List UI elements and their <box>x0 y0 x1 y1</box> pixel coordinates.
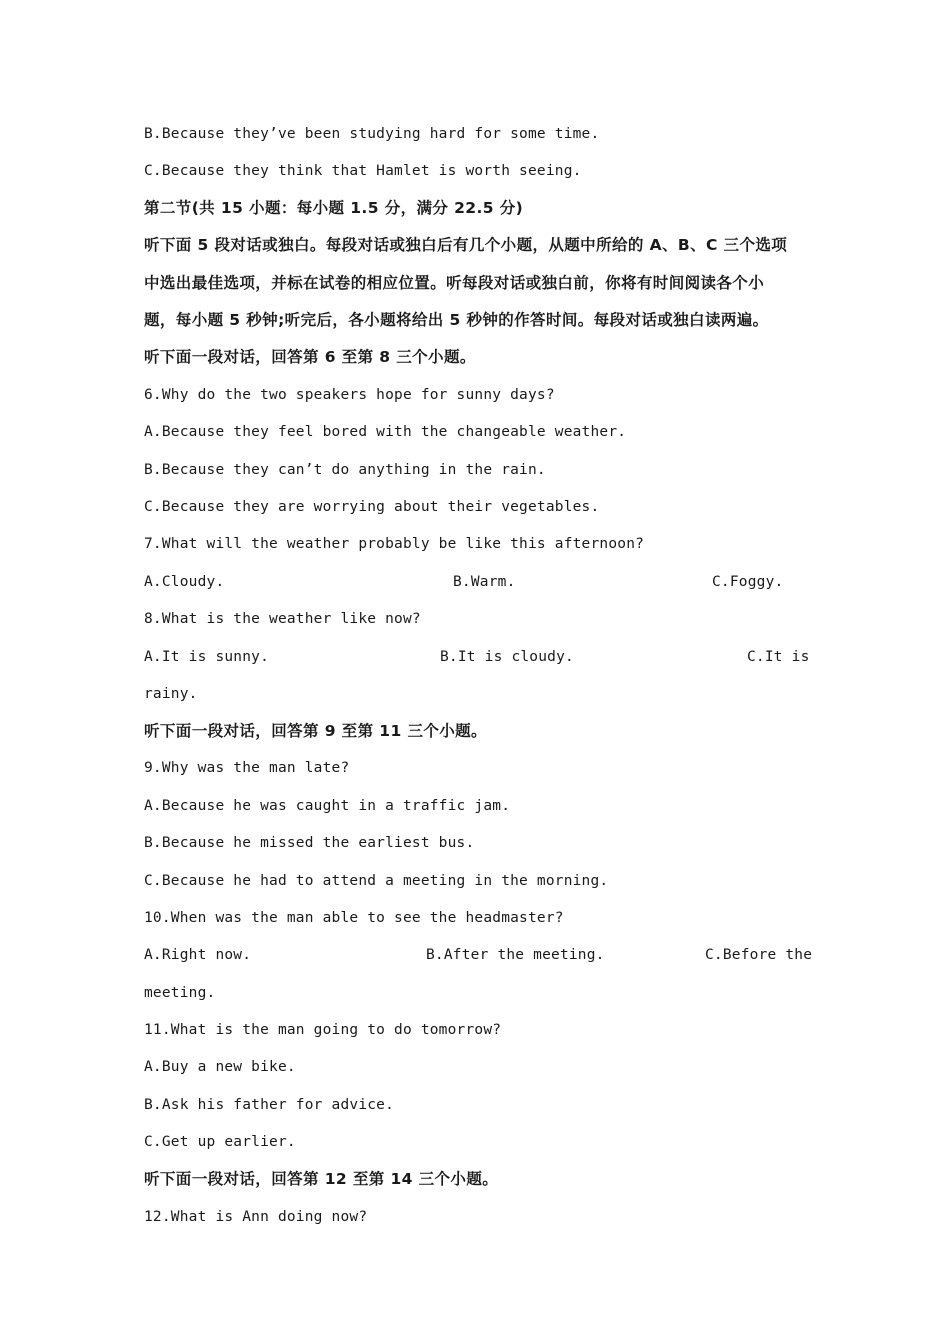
q9-option-c: C.Because he had to attend a meeting in the morning. <box>144 873 609 889</box>
q9-option-b: B.Because he missed the earliest bus. <box>144 835 475 851</box>
question-11: 11.What is the man going to do tomorrow? <box>144 1022 502 1038</box>
q8-option-a: A.It is sunny. <box>144 649 270 665</box>
q5-option-c: C.Because they think that Hamlet is worth seeing. <box>144 163 582 179</box>
q6-option-c: C.Because they are worrying about their vegetables. <box>144 499 600 515</box>
instructions-line-2: 中选出最佳选项，并标在试卷的相应位置。听每段对话或独白前，你将有时间阅读各个小 <box>144 274 765 292</box>
q10-option-c: C.Before the <box>705 947 813 963</box>
q7-options <box>144 570 808 594</box>
q6-option-b: B.Because they can’t do anything in the rain. <box>144 462 546 478</box>
instructions-line-3: 题，每小题 5 秒钟;听完后，各小题将给出 5 秒钟的作答时间。每段对话或独白读两遍。 <box>144 311 769 329</box>
q9-option-a: A.Because he was caught in a traffic jam. <box>144 798 511 814</box>
q6-option-a: A.Because they feel bored with the changeable weather. <box>144 424 627 440</box>
question-12: 12.What is Ann doing now? <box>144 1209 368 1225</box>
question-8: 8.What is the weather like now? <box>144 611 421 627</box>
q8-option-b: B.It is cloudy. <box>440 649 574 665</box>
question-9: 9.Why was the man late? <box>144 760 350 776</box>
q8-options <box>144 645 808 669</box>
question-10: 10.When was the man able to see the headmaster? <box>144 910 564 926</box>
q10-option-a: A.Right now. <box>144 947 252 963</box>
q10-options <box>144 943 813 967</box>
q7-option-c: C.Foggy. <box>712 574 784 590</box>
q7-option-a: A.Cloudy. <box>144 574 225 590</box>
dialog-heading-1: 听下面一段对话，回答第 6 至第 8 三个小题。 <box>144 348 476 366</box>
dialog-heading-2: 听下面一段对话，回答第 9 至第 11 三个小题。 <box>144 722 487 740</box>
section-title: 第二节(共 15 小题：每小题 1.5 分，满分 22.5 分) <box>144 199 524 217</box>
question-7: 7.What will the weather probably be like this afternoon? <box>144 536 645 552</box>
q11-option-b: B.Ask his father for advice. <box>144 1097 395 1113</box>
instructions-line-1: 听下面 5 段对话或独白。每段对话或独白后有几个小题，从题中所给的 A、B、C 三个选项 <box>144 236 788 254</box>
q7-option-b: B.Warm. <box>453 574 516 590</box>
dialog-heading-3: 听下面一段对话，回答第 12 至第 14 三个小题。 <box>144 1170 499 1188</box>
q5-option-b: B.Because they’ve been studying hard for some time. <box>144 126 600 142</box>
q11-option-a: A.Buy a new bike. <box>144 1059 296 1075</box>
q8-option-c-continued: rainy. <box>144 686 198 702</box>
question-6: 6.Why do the two speakers hope for sunny days? <box>144 387 555 403</box>
q10-option-c-continued: meeting. <box>144 985 216 1001</box>
q11-option-c: C.Get up earlier. <box>144 1134 296 1150</box>
q8-option-c: C.It is <box>747 649 810 665</box>
q10-option-b: B.After the meeting. <box>426 947 605 963</box>
